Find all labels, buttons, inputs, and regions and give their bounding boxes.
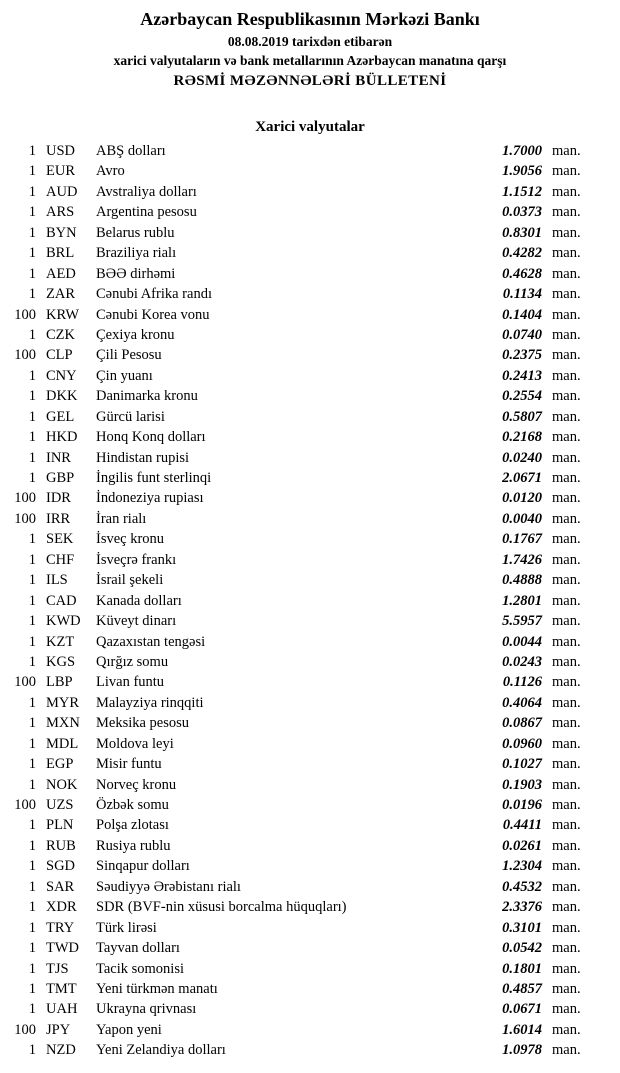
- currency-name: Norveç kronu: [96, 776, 177, 793]
- rate-value: 0.0196: [502, 797, 542, 813]
- quantity: 1: [28, 694, 36, 711]
- page-title: Azərbaycan Respublikasının Mərkəzi Bankı: [140, 9, 480, 29]
- rate-value: 2.0671: [502, 470, 542, 486]
- quantity: 1: [28, 919, 36, 936]
- unit-label: man.: [552, 449, 581, 466]
- rate-value: 0.2375: [502, 347, 542, 364]
- currency-name: Kanada dolları: [96, 592, 182, 609]
- rate-row: [0, 305, 590, 325]
- unit-label: man.: [552, 674, 581, 691]
- unit-label: man.: [552, 756, 581, 773]
- quantity: 1: [28, 163, 36, 180]
- currency-code: XDR: [46, 899, 77, 916]
- rate-value: 1.2801: [502, 592, 542, 609]
- currency-name: Tayvan dolları: [96, 940, 180, 957]
- quantity: 1: [28, 735, 36, 752]
- rate-row: [0, 161, 590, 181]
- unit-label: man.: [552, 306, 581, 323]
- rate-value: 0.1126: [502, 674, 542, 691]
- currency-code: SAR: [46, 878, 75, 895]
- currency-code: USD: [46, 143, 76, 159]
- currency-code: IRR: [46, 510, 71, 527]
- bulletin-subtitle: xarici valyutaların və bank metallarının Azərbaycan manatına qarşı: [113, 53, 507, 68]
- unit-label: man.: [552, 204, 581, 221]
- currency-name: Belarus rublu: [96, 224, 175, 241]
- bulletin-header: [0, 6, 620, 93]
- rate-row: [0, 325, 590, 345]
- unit-label: man.: [552, 429, 581, 446]
- currency-code: CNY: [46, 367, 77, 384]
- unit-label: man.: [552, 797, 581, 813]
- bulletin-name: RƏSMİ MƏZƏNNƏLƏRİ BÜLLETENİ: [173, 73, 447, 89]
- currency-code: CHF: [46, 551, 75, 568]
- rate-value: 0.0671: [502, 1001, 542, 1018]
- currency-code: KRW: [46, 306, 80, 323]
- currency-name: Səudiyyə Ərəbistanı rialı: [96, 878, 241, 895]
- currency-name: Polşa zlotası: [96, 817, 169, 834]
- currency-name: Ukrayna qrivnası: [96, 1001, 197, 1018]
- unit-label: man.: [552, 367, 581, 384]
- rate-row: [0, 202, 590, 222]
- rate-row: [0, 734, 590, 754]
- currency-code: GBP: [46, 470, 75, 486]
- rate-value: 0.0867: [502, 715, 542, 732]
- rate-value: 0.2413: [502, 367, 542, 384]
- rate-value: 0.4628: [502, 265, 542, 282]
- currency-name: BƏƏ dirhəmi: [96, 265, 176, 282]
- rate-value: 0.4064: [502, 694, 542, 711]
- currency-name: Avstraliya dolları: [96, 183, 197, 200]
- quantity: 1: [28, 633, 36, 650]
- unit-label: man.: [552, 470, 581, 486]
- rate-row: [0, 468, 590, 488]
- currency-name: Cənubi Korea vonu: [96, 306, 210, 323]
- currency-code: LBP: [46, 674, 73, 691]
- quantity: 1: [28, 837, 36, 854]
- unit-label: man.: [552, 653, 581, 670]
- currency-code: IDR: [46, 490, 71, 507]
- unit-label: man.: [552, 551, 581, 568]
- currency-name: Malayziya rinqqiti: [96, 694, 204, 711]
- currency-name: Braziliya rialı: [96, 245, 177, 262]
- section-title-foreign-currencies: Xarici valyutalar: [255, 119, 365, 135]
- rate-value: 0.2554: [502, 388, 542, 405]
- rate-value: 1.9056: [502, 163, 542, 180]
- rate-row: [0, 693, 590, 713]
- currency-code: CZK: [46, 326, 75, 343]
- quantity: 1: [28, 367, 36, 384]
- currency-code: UZS: [46, 797, 74, 813]
- currency-name: Qırğız somu: [96, 653, 169, 670]
- rate-row: [0, 856, 590, 876]
- currency-code: TWD: [46, 940, 80, 957]
- currency-code: AED: [46, 265, 76, 282]
- rate-value: 0.4532: [502, 878, 542, 895]
- rate-value: 0.1404: [502, 306, 542, 323]
- currency-code: CAD: [46, 592, 77, 609]
- currency-code: MYR: [46, 694, 80, 711]
- rate-row: [0, 182, 590, 202]
- currency-code: KZT: [46, 633, 75, 650]
- quantity: 1: [28, 572, 36, 589]
- rate-value: 0.0960: [502, 735, 542, 752]
- unit-label: man.: [552, 224, 581, 241]
- currency-name: İsveç kronu: [96, 531, 165, 548]
- rate-row: [0, 243, 590, 263]
- rate-row: [0, 1020, 590, 1040]
- rate-row: [0, 775, 590, 795]
- quantity: 1: [28, 817, 36, 834]
- quantity: 1: [28, 449, 36, 466]
- rate-row: [0, 529, 590, 549]
- quantity: 1: [28, 326, 36, 343]
- rate-row: [0, 427, 590, 447]
- rate-value: 0.4411: [502, 817, 542, 834]
- unit-label: man.: [552, 980, 581, 997]
- currency-name: Meksika pesosu: [96, 715, 190, 732]
- rate-row: [0, 488, 590, 508]
- unit-label: man.: [552, 919, 581, 936]
- currency-code: ZAR: [46, 286, 75, 303]
- effective-date: 08.08.2019 tarixdən etibarən: [227, 34, 393, 49]
- rate-row: [0, 836, 590, 856]
- unit-label: man.: [552, 265, 581, 282]
- unit-label: man.: [552, 163, 581, 180]
- currency-code: TJS: [46, 960, 69, 977]
- quantity: 1: [28, 551, 36, 568]
- unit-label: man.: [552, 878, 581, 895]
- rate-row: [0, 713, 590, 733]
- rate-row: [0, 570, 590, 590]
- currency-name: İngilis funt sterlinqi: [96, 470, 212, 486]
- rate-row: [0, 652, 590, 672]
- rate-row: [0, 386, 590, 406]
- rate-row: [0, 284, 590, 304]
- rate-value: 0.0040: [502, 510, 542, 527]
- rate-row: [0, 672, 590, 692]
- quantity: 1: [28, 592, 36, 609]
- unit-label: man.: [552, 858, 581, 875]
- rate-value: 0.4857: [502, 980, 542, 997]
- rate-row: [0, 877, 590, 897]
- unit-label: man.: [552, 388, 581, 405]
- unit-label: man.: [552, 960, 581, 977]
- rate-value: 0.1767: [502, 531, 542, 548]
- currency-name: Gürcü larisi: [96, 408, 165, 425]
- quantity: 1: [28, 1001, 36, 1018]
- unit-label: man.: [552, 531, 581, 548]
- currency-name: Honq Konq dolları: [96, 429, 206, 446]
- currency-name: Qazaxıstan tengəsi: [96, 633, 206, 650]
- unit-label: man.: [552, 245, 581, 262]
- quantity: 1: [28, 858, 36, 875]
- currency-code: SEK: [46, 531, 74, 548]
- currency-name: Özbək somu: [96, 797, 169, 813]
- rate-row: [0, 550, 590, 570]
- quantity: 1: [28, 224, 36, 241]
- currency-name: Çexiya kronu: [96, 326, 175, 343]
- rate-row: [0, 897, 590, 917]
- currency-name: Çili Pesosu: [96, 347, 162, 364]
- unit-label: man.: [552, 1021, 581, 1038]
- currency-code: AUD: [46, 183, 78, 200]
- unit-label: man.: [552, 183, 581, 200]
- currency-name: İndoneziya rupiası: [96, 490, 204, 507]
- rate-row: [0, 979, 590, 999]
- rate-row: [0, 264, 590, 284]
- rate-row: [0, 918, 590, 938]
- quantity: 1: [28, 980, 36, 997]
- quantity: 1: [28, 1042, 36, 1059]
- rate-value: 0.8301: [502, 224, 542, 241]
- unit-label: man.: [552, 633, 581, 650]
- rate-value: 1.1512: [502, 183, 542, 200]
- currency-name: Küveyt dinarı: [96, 613, 177, 630]
- quantity: 1: [28, 899, 36, 916]
- currency-code: TRY: [46, 919, 75, 936]
- unit-label: man.: [552, 408, 581, 425]
- currency-code: UAH: [46, 1001, 78, 1018]
- unit-label: man.: [552, 286, 581, 303]
- currency-code: EUR: [46, 163, 75, 180]
- unit-label: man.: [552, 143, 581, 159]
- quantity: 100: [14, 347, 36, 364]
- currency-code: JPY: [46, 1021, 71, 1038]
- rate-row: [0, 223, 590, 243]
- quantity: 1: [28, 245, 36, 262]
- currency-code: ARS: [46, 204, 75, 221]
- unit-label: man.: [552, 899, 581, 916]
- rate-row: [0, 999, 590, 1019]
- currency-name: Sinqapur dolları: [96, 858, 190, 875]
- unit-label: man.: [552, 572, 581, 589]
- quantity: 1: [28, 429, 36, 446]
- rate-value: 0.4282: [502, 245, 542, 262]
- currency-name: ABŞ dolları: [96, 143, 166, 159]
- currency-name: Yeni türkmən manatı: [96, 980, 218, 997]
- rate-value: 1.6014: [502, 1021, 542, 1038]
- rate-value: 1.2304: [502, 858, 542, 875]
- rate-row: [0, 1040, 590, 1060]
- currency-code: HKD: [46, 429, 78, 446]
- quantity: 1: [28, 143, 36, 159]
- quantity: 100: [14, 306, 36, 323]
- unit-label: man.: [552, 817, 581, 834]
- unit-label: man.: [552, 940, 581, 957]
- currency-code: MXN: [46, 715, 80, 732]
- quantity: 1: [28, 470, 36, 486]
- currency-name: Yapon yeni: [96, 1021, 162, 1038]
- rate-row: [0, 632, 590, 652]
- quantity: 1: [28, 715, 36, 732]
- currency-code: DKK: [46, 388, 78, 405]
- currency-name: Argentina pesosu: [96, 204, 197, 221]
- rate-value: 1.7426: [502, 551, 542, 568]
- rate-value: 0.0740: [502, 326, 542, 343]
- rate-row: [0, 754, 590, 774]
- currency-name: Türk lirəsi: [96, 919, 157, 936]
- quantity: 1: [28, 653, 36, 670]
- unit-label: man.: [552, 715, 581, 732]
- unit-label: man.: [552, 837, 581, 854]
- currency-name: Misir funtu: [96, 756, 162, 773]
- currency-code: NZD: [46, 1042, 76, 1059]
- rate-row: [0, 448, 590, 468]
- rate-value: 0.1801: [502, 960, 542, 977]
- currency-code: KWD: [46, 613, 81, 630]
- rate-row: [0, 345, 590, 365]
- rate-value: 0.1134: [502, 286, 542, 303]
- quantity: 100: [14, 674, 36, 691]
- currency-name: İsrail şekeli: [96, 572, 164, 589]
- rate-value: 0.0240: [502, 449, 542, 466]
- currency-name: SDR (BVF-nin xüsusi borcalma hüquqları): [96, 899, 347, 916]
- rate-value: 0.1027: [502, 756, 542, 773]
- quantity: 100: [14, 1021, 36, 1038]
- unit-label: man.: [552, 776, 581, 793]
- quantity: 1: [28, 960, 36, 977]
- currency-code: ILS: [46, 572, 68, 589]
- currency-name: Tacik somonisi: [96, 960, 184, 977]
- currency-code: TMT: [46, 980, 77, 997]
- quantity: 1: [28, 388, 36, 405]
- quantity: 1: [28, 940, 36, 957]
- rate-value: 0.0243: [502, 653, 542, 670]
- quantity: 100: [14, 510, 36, 527]
- currency-name: Danimarka kronu: [96, 388, 198, 405]
- quantity: 100: [14, 490, 36, 507]
- currency-code: BRL: [46, 245, 75, 262]
- unit-label: man.: [552, 347, 581, 364]
- rate-value: 1.0978: [502, 1042, 542, 1059]
- rate-value: 0.0044: [502, 633, 542, 650]
- currency-code: CLP: [46, 347, 73, 364]
- currency-code: RUB: [46, 837, 76, 854]
- currency-code: MDL: [46, 735, 79, 752]
- currency-code: NOK: [46, 776, 78, 793]
- quantity: 1: [28, 531, 36, 548]
- rate-row: [0, 938, 590, 958]
- currency-code: PLN: [46, 817, 74, 834]
- rate-value: 5.5957: [502, 613, 542, 630]
- rate-row: [0, 141, 590, 161]
- quantity: 1: [28, 776, 36, 793]
- quantity: 1: [28, 408, 36, 425]
- rate-row: [0, 407, 590, 427]
- currency-code: BYN: [46, 224, 77, 241]
- rate-value: 0.0261: [502, 837, 542, 854]
- currency-code: EGP: [46, 756, 74, 773]
- currency-name: Cənubi Afrika randı: [96, 286, 212, 303]
- rate-value: 1.7000: [502, 143, 542, 159]
- currency-name: Hindistan rupisi: [96, 449, 190, 466]
- currency-name: Moldova leyi: [96, 735, 174, 752]
- currency-name: Yeni Zelandiya dolları: [96, 1042, 226, 1059]
- unit-label: man.: [552, 1042, 581, 1059]
- quantity: 1: [28, 613, 36, 630]
- unit-label: man.: [552, 735, 581, 752]
- rate-value: 0.5807: [502, 408, 542, 425]
- quantity: 1: [28, 265, 36, 282]
- quantity: 1: [28, 204, 36, 221]
- rate-value: 0.0542: [502, 940, 542, 957]
- currency-name: İsveçrə frankı: [96, 551, 177, 568]
- unit-label: man.: [552, 694, 581, 711]
- unit-label: man.: [552, 613, 581, 630]
- rate-value: 2.3376: [502, 899, 542, 916]
- currency-code: GEL: [46, 408, 75, 425]
- currency-name: Avro: [96, 163, 125, 180]
- unit-label: man.: [552, 490, 581, 507]
- quantity: 1: [28, 878, 36, 895]
- unit-label: man.: [552, 326, 581, 343]
- rate-row: [0, 509, 590, 529]
- quantity: 1: [28, 756, 36, 773]
- rate-value: 0.0373: [502, 204, 542, 221]
- rate-row: [0, 795, 590, 815]
- unit-label: man.: [552, 1001, 581, 1018]
- currency-name: Çin yuanı: [96, 367, 153, 384]
- unit-label: man.: [552, 592, 581, 609]
- currency-code: SGD: [46, 858, 76, 875]
- currency-code: KGS: [46, 653, 76, 670]
- rate-value: 0.4888: [502, 572, 542, 589]
- rate-value: 0.3101: [502, 919, 542, 936]
- currency-name: Livan funtu: [96, 674, 165, 691]
- quantity: 100: [14, 797, 36, 813]
- rates-table: [0, 141, 620, 1061]
- rate-row: [0, 611, 590, 631]
- quantity: 1: [28, 286, 36, 303]
- rate-row: [0, 959, 590, 979]
- rate-row: [0, 591, 590, 611]
- quantity: 1: [28, 183, 36, 200]
- unit-label: man.: [552, 510, 581, 527]
- rate-value: 0.2168: [502, 429, 542, 446]
- currency-name: Rusiya rublu: [96, 837, 171, 854]
- rate-row: [0, 815, 590, 835]
- currency-code: INR: [46, 449, 71, 466]
- rate-value: 0.1903: [502, 776, 542, 793]
- rate-value: 0.0120: [502, 490, 542, 507]
- rate-row: [0, 366, 590, 386]
- currency-name: İran rialı: [96, 510, 147, 527]
